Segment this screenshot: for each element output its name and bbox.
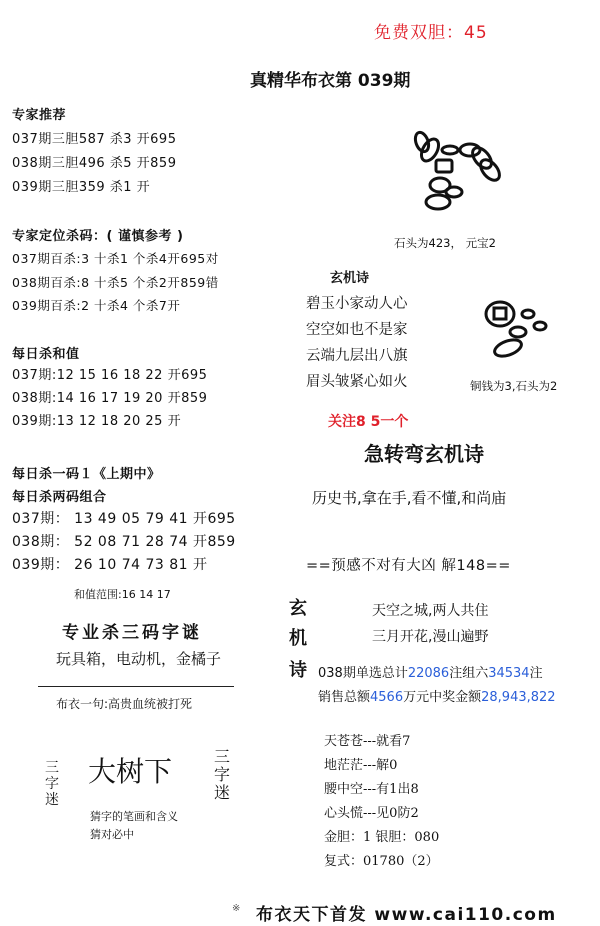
riddle-center: 大树下 — [88, 755, 173, 788]
coin-caption: 铜钱为3,石头为2 — [470, 379, 558, 393]
divider — [38, 686, 234, 687]
coin-sketch-image — [478, 292, 558, 364]
sum-range: 和值范围:16 14 17 — [74, 588, 171, 601]
position-kill-line: 039期百杀:2 十杀4 个杀7开 — [12, 298, 181, 313]
sales-value: 4566 — [370, 690, 404, 705]
expert-line: 038期三胆496 杀5 开859 — [12, 156, 177, 171]
premonition-text: ==预感不对有大凶 解148== — [306, 558, 511, 574]
xuanji-char: 诗 — [289, 660, 307, 681]
bottom-list-item: 腰中空---有1出8 — [324, 782, 419, 797]
position-kill-line: 037期百杀:3 十杀1 个杀4开695对 — [12, 251, 219, 266]
riddle-note: 猜字的笔画和含义 — [90, 810, 178, 823]
mystic-poem-line: 碧玉小家动人心 — [306, 296, 408, 312]
sum-kill-line: 037期:12 15 16 18 22 开695 — [12, 368, 208, 383]
sum-kill-heading: 每日杀和值 — [12, 347, 80, 362]
xuanji-char: 玄 — [289, 598, 307, 619]
position-kill-line: 038期百杀:8 十杀5 个杀2开859错 — [12, 275, 219, 290]
footer-mark-icon: ※ — [232, 903, 241, 914]
sales-value: 28,943,822 — [481, 690, 556, 705]
code-line: 039期： 26 10 74 73 81 开 — [12, 557, 208, 573]
stone-caption: 石头为423， 元宝2 — [394, 236, 496, 250]
top-banner: 免费双胆：45 — [374, 23, 488, 43]
code-line: 037期： 13 49 05 79 41 开695 — [12, 511, 236, 527]
sales-line-1 — [318, 662, 543, 681]
sales-value: 34534 — [488, 666, 530, 681]
sales-label: 038期单选总计 — [318, 666, 408, 681]
xuanji-line: 三月开花,漫山遍野 — [372, 629, 489, 645]
bottom-list-item: 心头慌---见0防2 — [324, 806, 419, 821]
code-line: 038期： 52 08 71 28 74 开859 — [12, 534, 236, 550]
sales-label: 销售总额 — [318, 690, 371, 705]
page-title: 真精华布衣第 039期 — [250, 71, 411, 91]
pro-kill-text: 玩具箱，电动机，金橘子 — [56, 650, 222, 668]
sales-label: 注 — [529, 666, 543, 681]
sales-line-2 — [318, 686, 556, 705]
mystic-poem-line: 空空如也不是家 — [306, 322, 408, 338]
sales-label: 注组六 — [449, 666, 489, 681]
buyi-saying: 布衣一句:高贵血统被打死 — [56, 697, 193, 711]
bottom-list-item: 金胆：1 银胆：080 — [324, 830, 440, 845]
xuanji-char: 机 — [289, 628, 307, 649]
riddle-left: 三字迷 — [45, 760, 59, 808]
riddle-note: 猜对必中 — [90, 828, 134, 841]
sum-kill-line: 038期:14 16 17 19 20 开859 — [12, 391, 208, 406]
expert-line: 039期三胆359 杀1 开 — [12, 180, 151, 195]
footer-text: 布衣天下首发 www.cai110.com — [256, 905, 557, 925]
history-text: 历史书,拿在手,看不懂,和尚庙 — [312, 489, 507, 507]
follow-text: 关注8 5一个 — [328, 414, 409, 430]
sharp-turn-title: 急转弯玄机诗 — [364, 442, 484, 466]
expert-heading: 专家推荐 — [12, 108, 67, 123]
bottom-list-item: 天苍苍---就看7 — [324, 734, 411, 749]
pro-kill-title: 专业杀三码字谜 — [62, 623, 202, 643]
position-kill-heading: 专家定位杀码：( 谨慎参考 ) — [12, 229, 184, 244]
bottom-list-item: 复式：01780（2） — [324, 854, 439, 869]
sales-value: 22086 — [407, 666, 450, 681]
bottom-list-item: 地茫茫---解0 — [324, 758, 398, 773]
sum-kill-line: 039期:13 12 18 20 25 开 — [12, 414, 182, 429]
two-code-heading: 每日杀两码组合 — [12, 490, 107, 505]
stone-sketch-image — [410, 120, 520, 230]
one-code-heading: 每日杀一码１《上期中》 — [12, 467, 161, 482]
mystic-poem-heading: 玄机诗 — [330, 271, 370, 286]
xuanji-line: 天空之城,两人共住 — [372, 603, 489, 619]
expert-line: 037期三胆587 杀3 开695 — [12, 132, 177, 147]
mystic-poem-line: 云端九层出八旗 — [306, 348, 408, 364]
sales-label: 万元中奖金额 — [403, 690, 482, 705]
riddle-right: 三字迷 — [213, 747, 230, 802]
mystic-poem-line: 眉头皱紧心如火 — [306, 374, 408, 390]
